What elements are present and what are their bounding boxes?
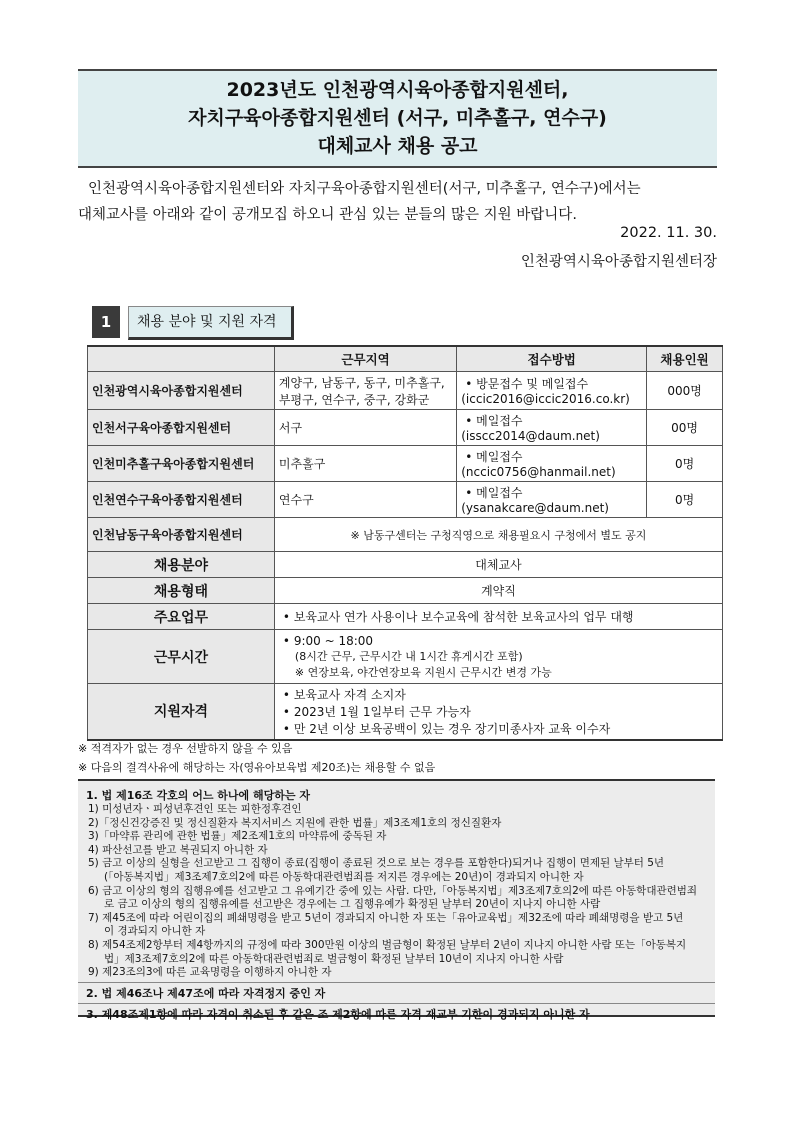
title-box — [78, 69, 717, 168]
center-count: 0명 — [647, 446, 723, 482]
disq-item: 1) 미성년자ㆍ피성년후견인 또는 피한정후견인 — [88, 803, 302, 815]
table-row — [88, 604, 723, 630]
hours-value: • 9:00 ~ 18:00 (8시간 근무, 근무시간 내 1시간 휴게시간 포함) ※ 연장보육, 야간연장보육 지원시 근무시간 변경 가능 — [274, 630, 722, 684]
disq-heading-2: 2. 법 제46조나 제47조에 따라 자격정지 중인 자 — [86, 986, 326, 1000]
divider — [78, 982, 715, 983]
center-method: • 메일접수 (ysanakcare@daum.net) — [457, 482, 647, 518]
table-row — [88, 518, 723, 552]
issuer-org: 인천광역시육아종합지원센터장 — [520, 254, 717, 270]
center-name: 인천남동구육아종합지원센터 — [88, 518, 275, 552]
intro-text — [78, 176, 718, 228]
table-row — [88, 410, 723, 446]
center-method: • 메일접수 (nccic0756@hanmail.net) — [457, 446, 647, 482]
intro-line-2: 대체교사를 아래와 같이 공개모집 하오니 관심 있는 분들의 많은 지원 바랍니다. — [78, 207, 577, 223]
disq-item-cont: (「아동복지법」제3조제7호의2에 따른 아동학대관련범죄를 저지른 경우에는 20년)이 경과되지 아니한 자 — [104, 870, 584, 883]
disq-item-cont: 로 금고 이상의 형의 집행유예를 선고받은 경우에는 그 집행유예가 확정된 날부터 20년이 지나지 아니한 사람 — [104, 898, 601, 911]
table-row — [88, 578, 723, 604]
type-label: 채용형태 — [88, 578, 275, 604]
center-name: 인천서구육아종합지원센터 — [88, 410, 275, 446]
note-2: ※ 다음의 결격사유에 해당하는 자(영유아보육법 제20조)는 채용할 수 없음 — [78, 761, 436, 774]
disq-item: 4) 파산선고를 받고 복권되지 아니한 자 — [88, 843, 268, 856]
namdong-note: ※ 남동구센터는 구청직영으로 채용필요시 구청에서 별도 공지 — [274, 518, 722, 552]
center-name: 인천광역시육아종합지원센터 — [88, 372, 275, 410]
center-name: 인천연수구육아종합지원센터 — [88, 482, 275, 518]
center-name: 인천미추홀구육아종합지원센터 — [88, 446, 275, 482]
disq-item-cont: 법」제3조제7호의2에 따른 아동학대관련범죄로 벌금형이 확정된 날부터 10년이 지나지 아니한 사람 — [104, 952, 564, 965]
section-number: 1 — [92, 306, 120, 338]
center-area: 미추홀구 — [274, 446, 456, 482]
qual-label: 지원자격 — [88, 684, 275, 740]
header-blank — [88, 346, 275, 372]
title-line-1: 2023년도 인천광역시육아종합지원센터, — [226, 79, 569, 101]
center-area: 서구 — [274, 410, 456, 446]
table-row — [88, 552, 723, 578]
disq-item: 6) 금고 이상의 형의 집행유예를 선고받고 그 유예기간 중에 있는 사람. 다만,「아동복지법」제3조제7호의2에 따른 아동학대관련범죄 — [88, 884, 698, 897]
divider — [78, 1003, 715, 1004]
disq-item: 7) 제45조에 따라 어린이집의 폐쇄명령을 받고 5년이 경과되지 아니한 자 또는「유아교육법」제32조에 따라 폐쇄명령을 받고 5년 — [88, 911, 684, 924]
title-line-2: 자치구육아종합지원센터 (서구, 미추홀구, 연수구) — [188, 107, 607, 129]
field-value: 대체교사 — [274, 552, 722, 578]
disq-item: 9) 제23조의3에 따른 교육명령을 이행하지 아니한 자 — [88, 966, 332, 979]
disq-item: 2)「정신건강증진 및 정신질환자 복지서비스 지원에 관한 법률」제3조제1호의 정신질환자 — [88, 816, 502, 829]
table-header-row — [88, 346, 723, 372]
disq-item: 8) 제54조제2항부터 제4항까지의 규정에 따라 300만원 이상의 벌금형이 확정된 날부터 2년이 지나지 아니한 사람 또는「아동복지 — [88, 938, 687, 951]
disq-heading-1: 1. 법 제16조 각호의 어느 하나에 해당하는 자 — [86, 789, 310, 802]
table-row — [88, 684, 723, 740]
table-row — [88, 482, 723, 518]
center-method: • 메일접수 (isscc2014@daum.net) — [457, 410, 647, 446]
notice-date: 2022. 11. 30. — [620, 225, 717, 241]
header-count: 채용인원 — [647, 346, 723, 372]
title-line-3: 대체교사 채용 공고 — [317, 135, 478, 157]
hours-label: 근무시간 — [88, 630, 275, 684]
recruit-table — [87, 345, 723, 741]
type-value: 계약직 — [274, 578, 722, 604]
header-area: 근무지역 — [274, 346, 456, 372]
field-label: 채용분야 — [88, 552, 275, 578]
disq-item-cont: 이 경과되지 아니한 자 — [104, 925, 206, 938]
section-label: 채용 분야 및 지원 자격 — [128, 306, 294, 340]
disqualification-box — [78, 779, 715, 1021]
table-row — [88, 630, 723, 684]
duty-value: • 보육교사 연가 사용이나 보수교육에 참석한 보육교사의 업무 대행 — [274, 604, 722, 630]
disq-heading-3: 3. 제48조제1항에 따라 자격이 취소된 후 같은 조 제2항에 따른 자격 재교부 기한이 경과되지 아니한 자 — [86, 1007, 590, 1021]
disq-item: 5) 금고 이상의 실형을 선고받고 그 집행이 종료(집행이 종료된 것으로 보는 경우를 포함한다)되거나 집행이 면제된 날부터 5년 — [88, 857, 665, 870]
qual-value: • 보육교사 자격 소지자 • 2023년 1월 1일부터 근무 가능자 • 만 2년 이상 보육공백이 있는 경우 장기미종사자 교육 이수자 — [274, 684, 722, 740]
disq-item: 3)「마약류 관리에 관한 법률」제2조제1호의 마약류에 중독된 자 — [88, 830, 387, 843]
table-row — [88, 446, 723, 482]
center-count: 00명 — [647, 410, 723, 446]
center-method: • 방문접수 및 메일접수 (iccic2016@iccic2016.co.kr) — [457, 372, 647, 410]
center-area: 연수구 — [274, 482, 456, 518]
center-count: 0명 — [647, 482, 723, 518]
section-header — [92, 306, 294, 338]
duty-label: 주요업무 — [88, 604, 275, 630]
center-count: 000명 — [647, 372, 723, 410]
note-1: ※ 적격자가 없는 경우 선발하지 않을 수 있음 — [78, 742, 293, 755]
center-area: 계양구, 남동구, 동구, 미추홀구, 부평구, 연수구, 중구, 강화군 — [274, 372, 456, 410]
table-row — [88, 372, 723, 410]
intro-line-1: 인천광역시육아종합지원센터와 자치구육아종합지원센터(서구, 미추홀구, 연수구)에서는 — [88, 181, 641, 197]
header-method: 접수방법 — [457, 346, 647, 372]
